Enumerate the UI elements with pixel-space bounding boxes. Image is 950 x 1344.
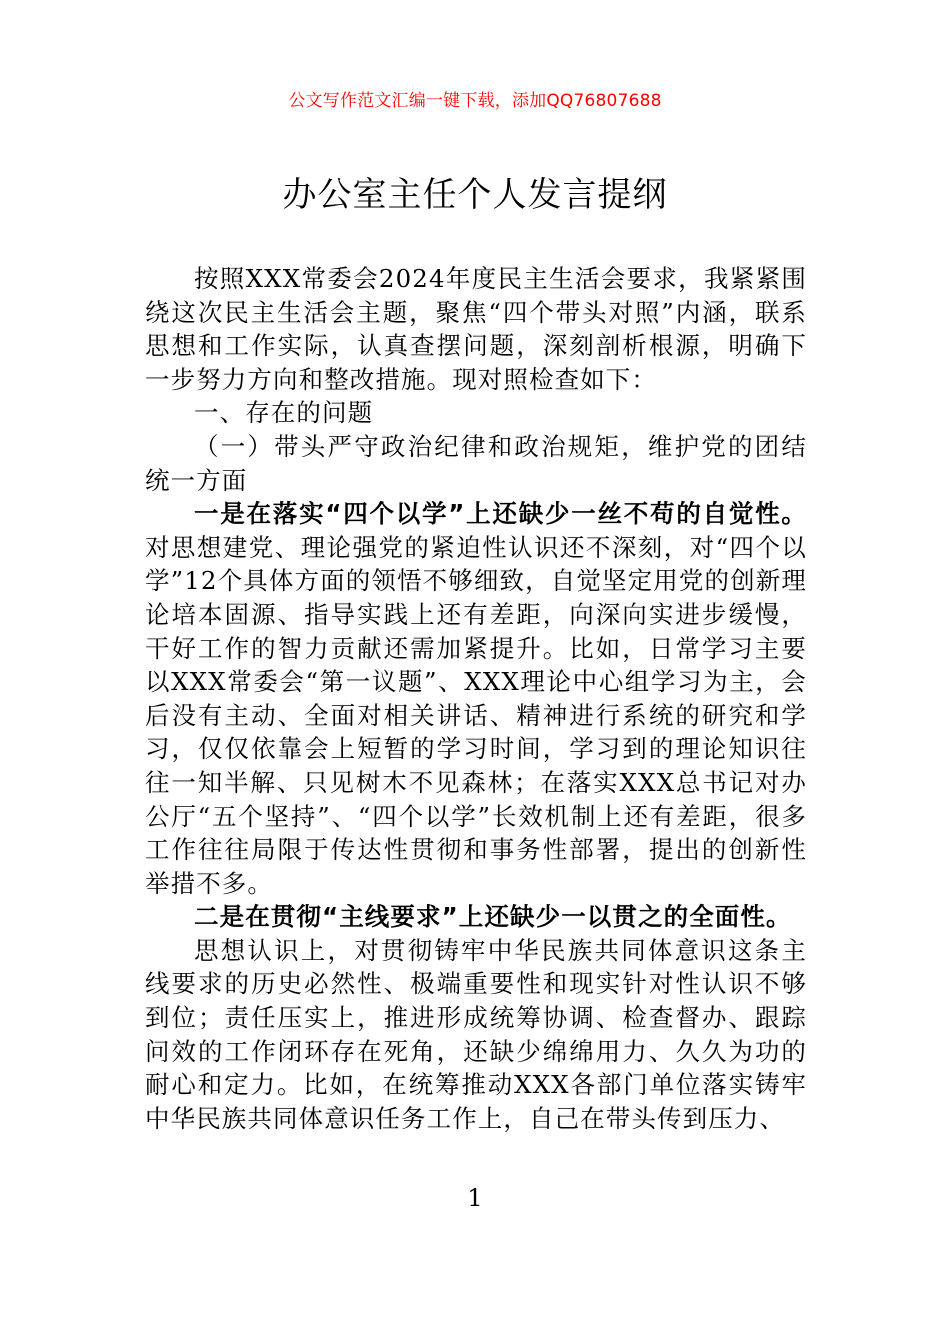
point-two-body: 思想认识上，对贯彻铸牢中华民族共同体意识这条主线要求的历史必然性、极端重要性和现实针对性认识不够到位；责任压实上，推进形成统筹协调、检查督办、跟踪问效的工作闭环存在死角，还缺少绵绵用力、久久为功的耐心和定力。比如，在统筹推动XXX各部门单位落实铸牢中华民族共同体意识任务工作上，自己在带头传到压力、 — [145, 935, 807, 1133]
promo-banner: 公文写作范文汇编一键下载，添加QQ76807688 — [288, 91, 662, 111]
point-one-paragraph — [145, 497, 807, 900]
section-heading: 一、存在的问题 — [194, 398, 374, 428]
page-number: 1 — [467, 1184, 483, 1212]
intro-paragraph: 按照XXX常委会2024年度民主生活会要求，我紧紧围绕这次民主生活会主题，聚焦“四个带头对照”内涵，联系思想和工作实际，认真查摆问题，深刻剖析根源，明确下一步努力方向和整改措施。现对照检查如下： — [145, 264, 807, 394]
point-one-body: 对思想建党、理论强党的紧迫性认识还不深刻，对“四个以学”12个具体方面的领悟不够细致，自觉坚定用党的创新理论培本固源、指导实践上还有差距，向深向实进步缓慢，干好工作的智力贡献还需加紧提升。比如，日常学习主要以XXX常委会“第一议题”、XXX理论中心组学习为主，会后没有主动、全面对相关讲话、精神进行系统的研究和学习，仅仅依靠会上短暂的学习时间，学习到的理论知识往往一知半解、只见树木不见森林；在落实XXX总书记对办公厅“五个坚持”、“四个以学”长效机制上还有差距，很多工作往往局限于传达性贯彻和事务性部署，提出的创新性举措不多。 — [145, 532, 807, 898]
subsection-heading: （一）带头严守政治纪律和政治规矩，维护党的团结统一方面 — [145, 431, 807, 495]
point-two-title: 二是在贯彻“主线要求”上还缺少一以贯之的全面性。 — [194, 902, 792, 932]
page-title: 办公室主任个人发言提纲 — [282, 175, 668, 215]
document-body — [145, 262, 807, 1135]
point-two-heading — [145, 900, 807, 934]
point-one-title: 一是在落实“四个以学”上还缺少一丝不苟的自觉性。 — [194, 499, 807, 529]
